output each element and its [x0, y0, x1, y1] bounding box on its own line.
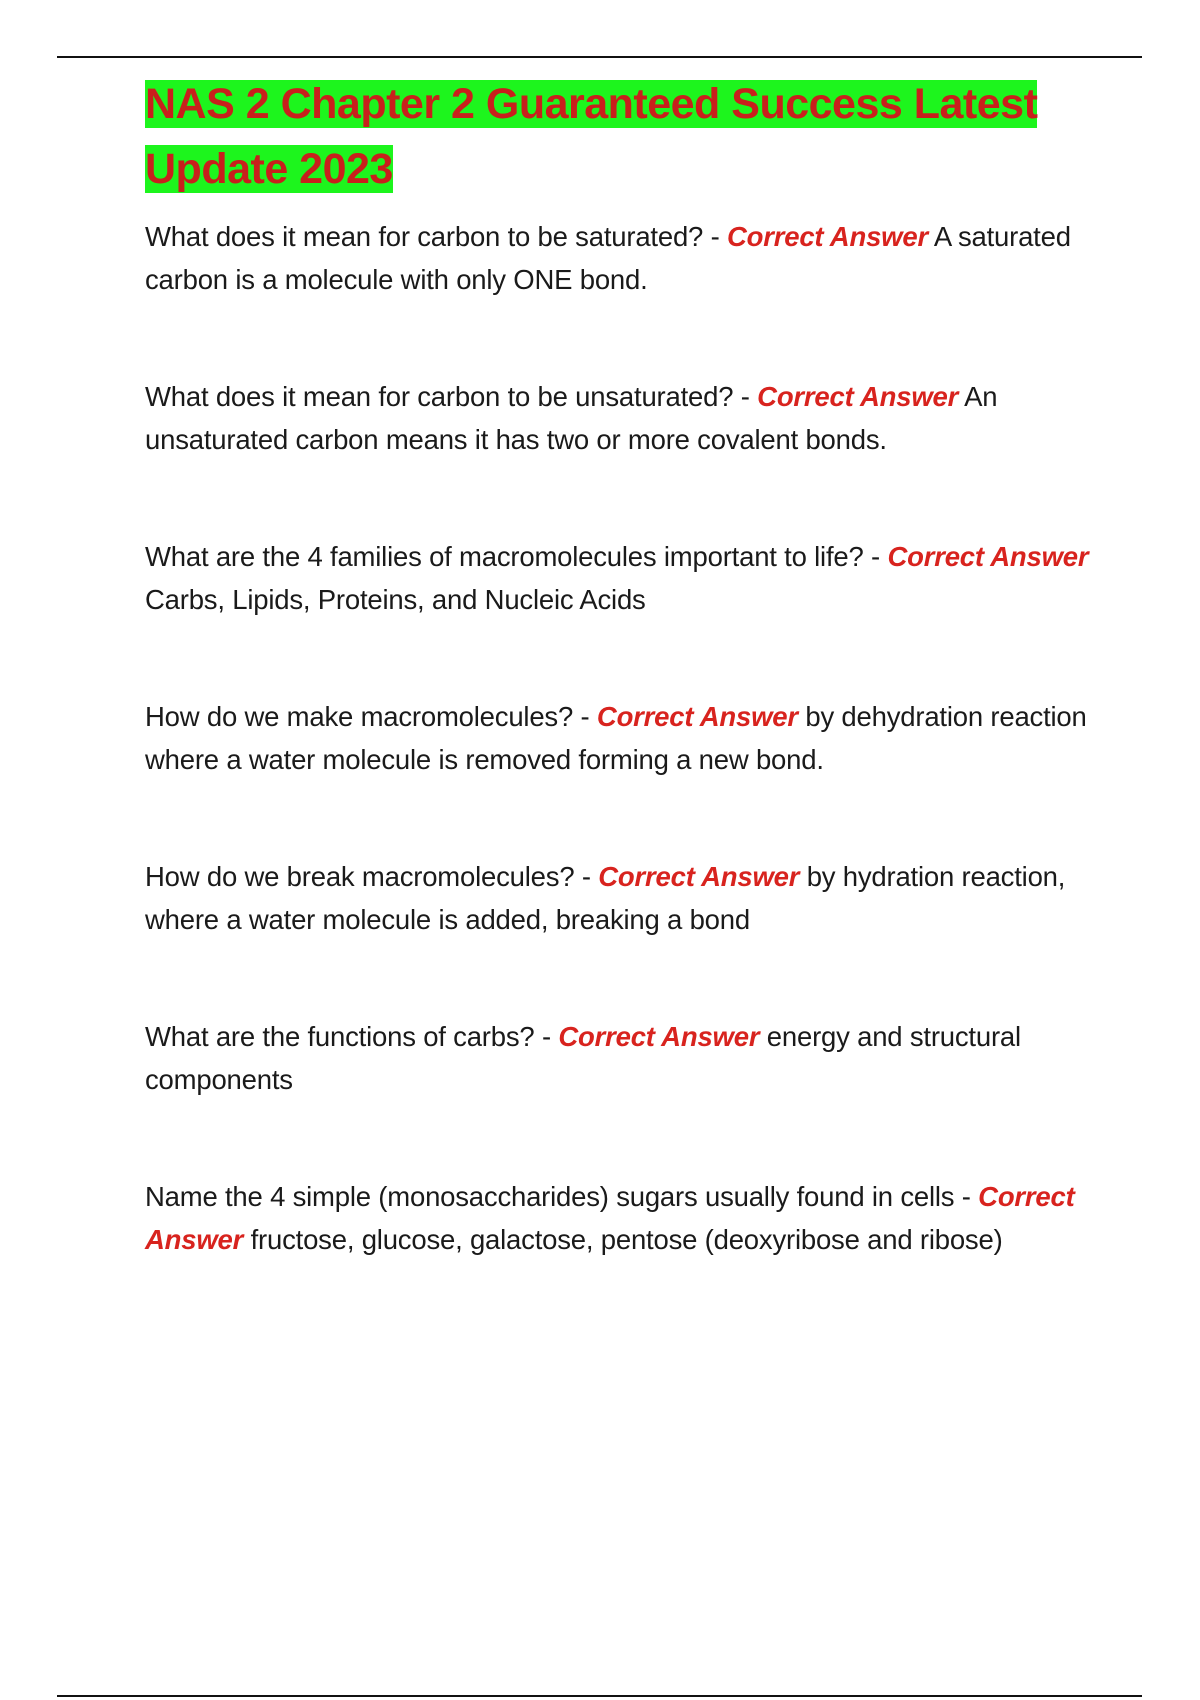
answer-text: A saturated carbon is a molecule with only ONE bond. — [145, 221, 1071, 295]
correct-answer-label: Correct Answer — [757, 381, 959, 412]
separator: - — [534, 1021, 559, 1052]
answer-text: by hydration reaction, where a water molecule is added, breaking a bond — [145, 861, 1066, 935]
bottom-rule — [57, 1695, 1142, 1697]
question-text: What does it mean for carbon to be saturated? — [145, 221, 704, 252]
qa-item — [145, 216, 1090, 301]
separator: - — [574, 861, 599, 892]
answer-text: energy and structural components — [145, 1021, 1021, 1095]
question-text: What are the 4 families of macromolecules important to life? — [145, 541, 864, 572]
qa-item — [145, 1016, 1090, 1101]
qa-item — [145, 1176, 1090, 1261]
answer-text: Carbs, Lipids, Proteins, and Nucleic Acids — [145, 583, 646, 615]
correct-answer-label: Correct Answer — [145, 1181, 1075, 1255]
correct-answer-label: Correct Answer — [726, 221, 928, 252]
correct-answer-label: Correct Answer — [558, 1021, 760, 1052]
qa-item — [145, 536, 1090, 621]
qa-item — [145, 856, 1090, 941]
question-text: How do we break macromolecules? — [145, 861, 575, 892]
answer-text: An unsaturated carbon means it has two or more covalent bonds. — [145, 381, 998, 455]
separator: - — [733, 381, 758, 412]
answer-text: by dehydration reaction where a water molecule is removed forming a new bond. — [145, 701, 1087, 775]
title-highlight: NAS 2 Chapter 2 Guaranteed Success Latest Update 2023 — [145, 80, 1038, 193]
answer-text: fructose, glucose, galactose, pentose (deoxyribose and ribose) — [250, 1223, 1003, 1255]
question-text: What are the functions of carbs? — [145, 1021, 535, 1052]
correct-answer-label: Correct Answer — [596, 701, 798, 732]
separator: - — [863, 541, 888, 572]
question-text: What does it mean for carbon to be unsaturated? — [145, 381, 734, 412]
separator: - — [573, 701, 597, 732]
document-title — [145, 72, 1090, 202]
separator: - — [703, 221, 727, 252]
document-body — [145, 72, 1090, 1261]
qa-item — [145, 696, 1090, 781]
top-rule — [57, 56, 1142, 58]
question-text: How do we make macromolecules? — [145, 701, 574, 732]
correct-answer-label: Correct Answer — [598, 861, 800, 892]
correct-answer-label: Correct Answer — [887, 541, 1089, 572]
question-text: Name the 4 simple (monosaccharides) sugars usually found in cells — [145, 1181, 955, 1212]
qa-item — [145, 376, 1090, 461]
separator: - — [954, 1181, 979, 1212]
